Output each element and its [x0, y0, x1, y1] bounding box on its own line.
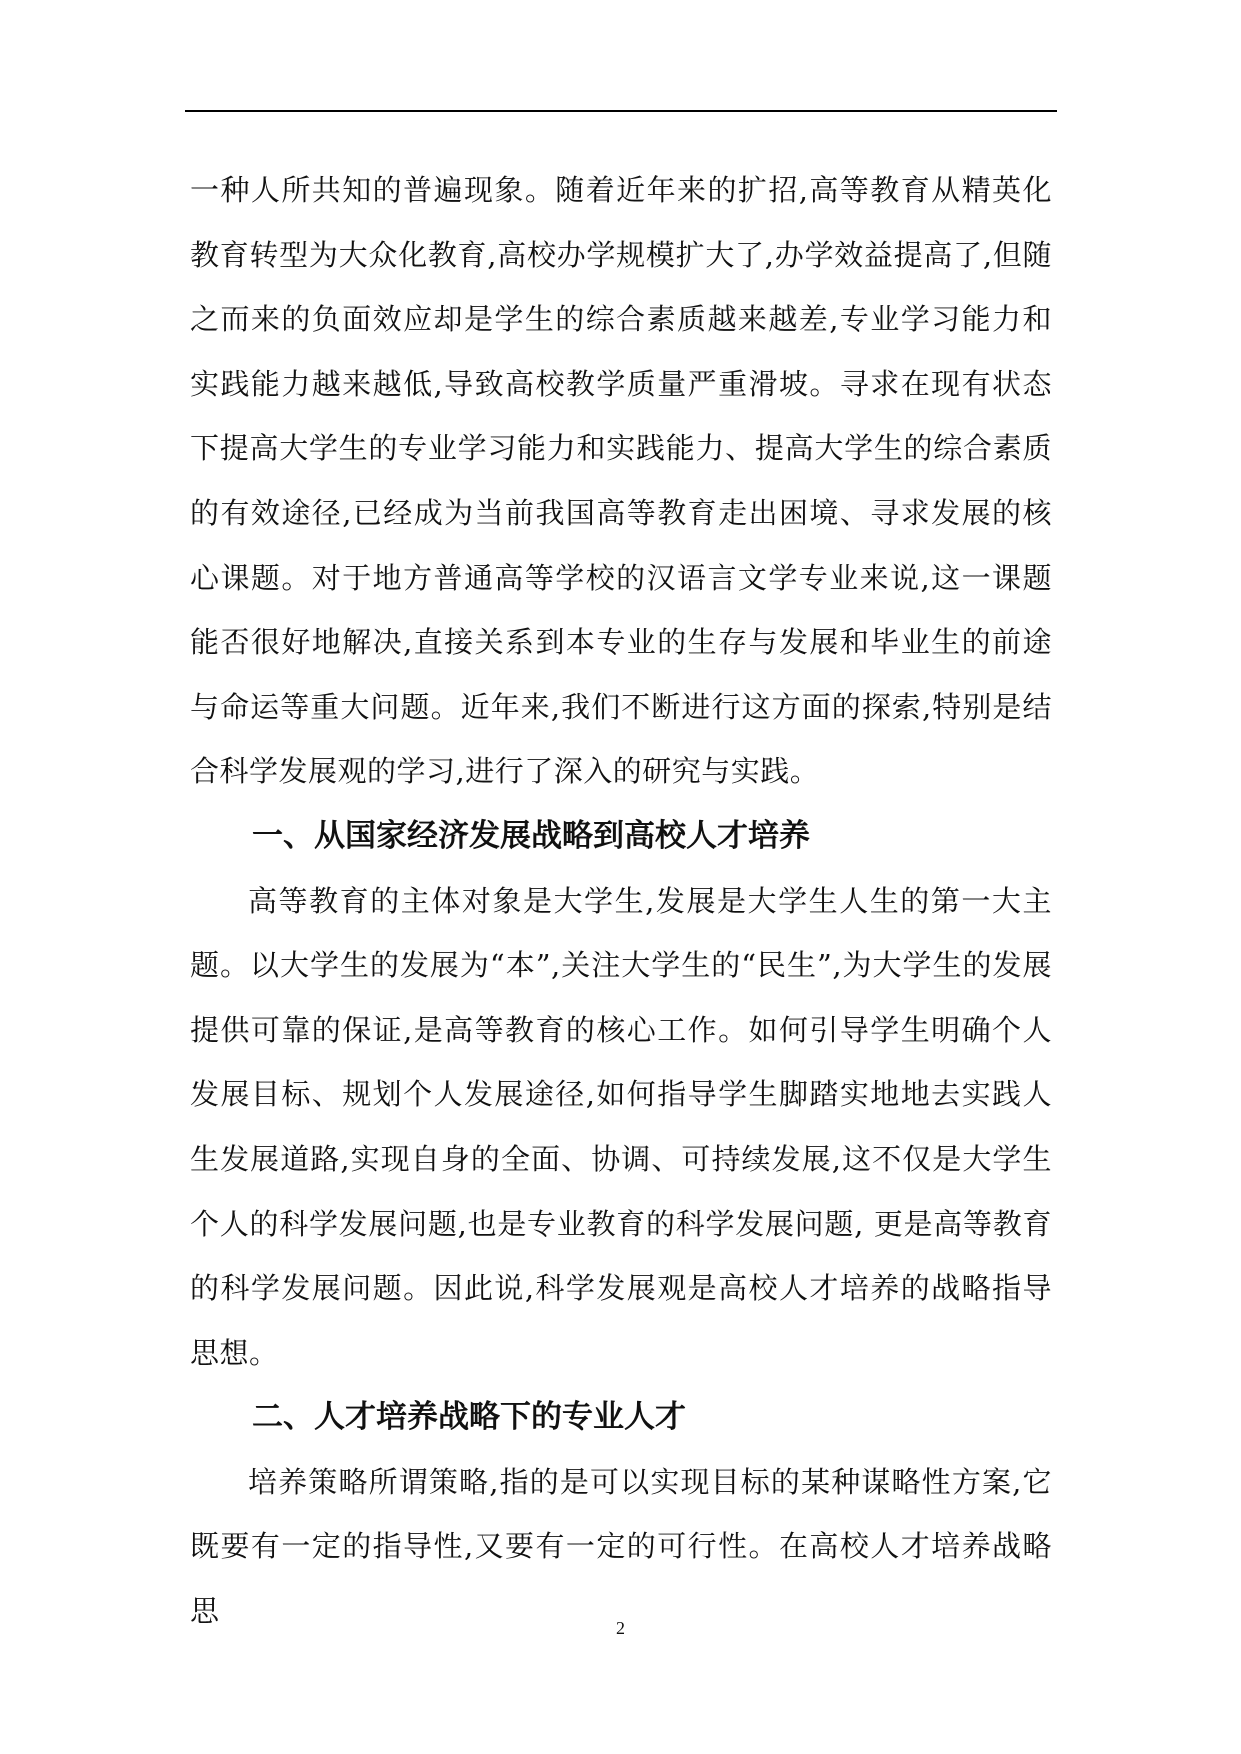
page-number: 2	[616, 1618, 625, 1638]
body-paragraph-2: 高等教育的主体对象是大学生,发展是大学生人生的第一大主题。以大学生的发展为“本”,关注大学生的“民生”,为大学生的发展提供可靠的保证,是高等教育的核心工作。如何引导学生明确个人发展目标、规划个人发展途径,如何指导学生脚踏实地地去实践人生发展道路,实现自身的全面、协调、可持续发展,这不仅是大学生个人的科学发展问题,也是专业教育的科学发展问题, 更是高等教育的科学发展问题。因此说,科学发展观是高校人才培养的战略指导思想。	[190, 883, 1052, 1370]
section-heading-2: 二、人才培养战略下的专业人才	[252, 1399, 686, 1436]
document-body	[190, 158, 1052, 1644]
header-rule	[185, 110, 1057, 112]
section-heading-1: 一、从国家经济发展战略到高校人才培养	[252, 817, 810, 854]
body-paragraph-3: 培养策略所谓策略,指的是可以实现目标的某种谋略性方案,它既要有一定的指导性,又要有一定的可行性。在高校人才培养战略思	[190, 1464, 1052, 1629]
body-paragraph-1: 一种人所共知的普遍现象。随着近年来的扩招,高等教育从精英化教育转型为大众化教育,高校办学规模扩大了,办学效益提高了,但随之而来的负面效应却是学生的综合素质越来越差,专业学习能力和实践能力越来越低,导致高校教学质量严重滑坡。寻求在现有状态下提高大学生的专业学习能力和实践能力、提高大学生的综合素质的有效途径,已经成为当前我国高等教育走出困境、寻求发展的核心课题。对于地方普通高等学校的汉语言文学专业来说,这一课题能否很好地解决,直接关系到本专业的生存与发展和毕业生的前途与命运等重大问题。近年来,我们不断进行这方面的探索,特别是结合科学发展观的学习,进行了深入的研究与实践。	[190, 173, 1052, 789]
